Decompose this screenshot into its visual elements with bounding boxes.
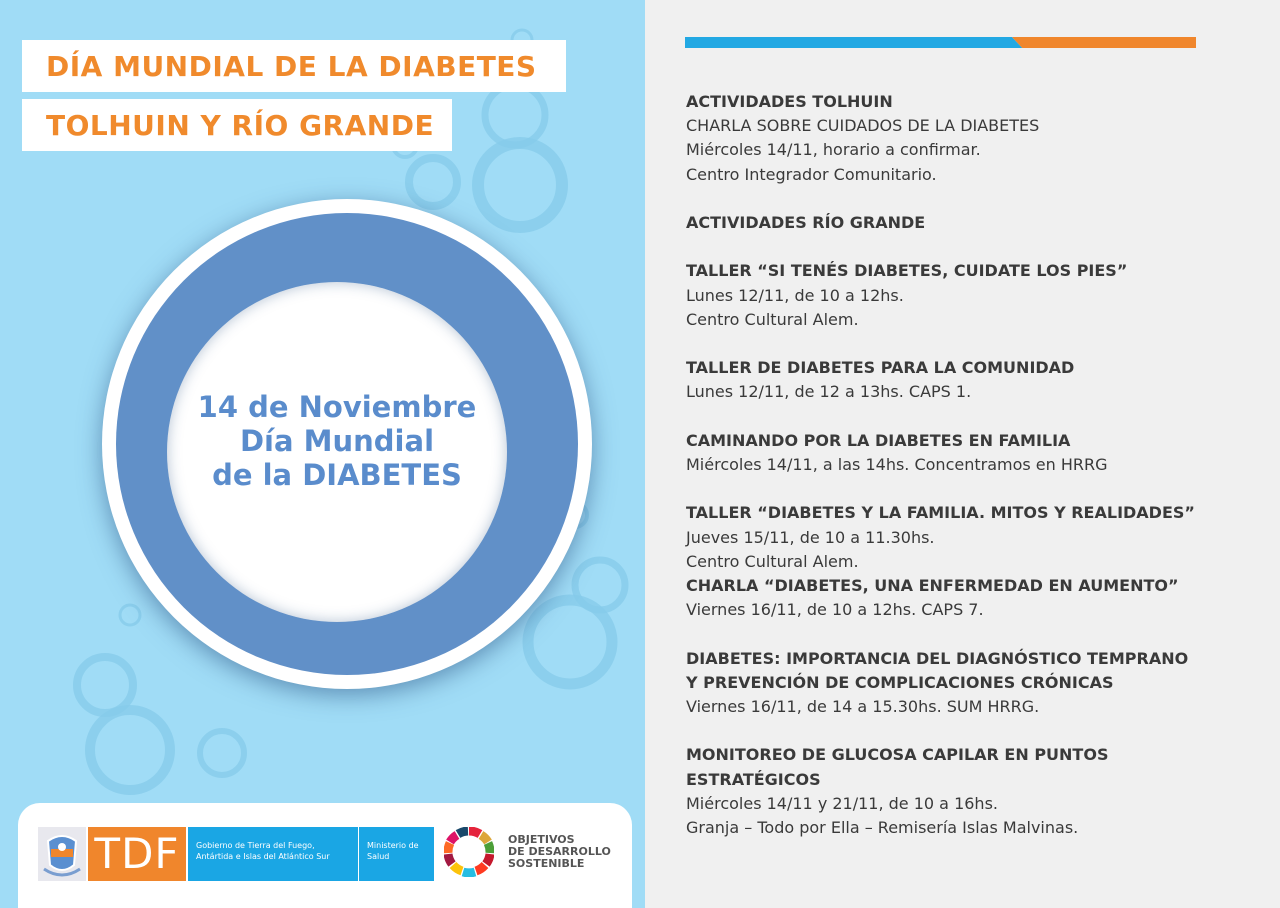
- event-detail: Viernes 16/11, de 10 a 12hs. CAPS 7.: [686, 600, 984, 620]
- sdg-line3: SOSTENIBLE: [508, 857, 585, 870]
- circle-text-date: 14 de Noviembre: [197, 390, 477, 424]
- tolhuin-section: [686, 90, 1266, 187]
- sdg-label: [508, 834, 611, 870]
- event-item: [686, 647, 1266, 720]
- tolhuin-line: Miércoles 14/11, horario a confirmar.: [686, 140, 981, 160]
- event-item: [686, 501, 1266, 574]
- event-detail: Jueves 15/11, de 10 a 11.30hs.: [686, 527, 935, 547]
- event-title: Y PREVENCIÓN DE COMPLICACIONES CRÓNICAS: [686, 672, 1114, 692]
- event-detail: Miércoles 14/11 y 21/11, de 10 a 16hs.: [686, 793, 998, 813]
- event-detail: Lunes 12/11, de 12 a 13hs. CAPS 1.: [686, 382, 972, 402]
- event-title: TALLER “DIABETES Y LA FAMILIA. MITOS Y REALIDADES”: [686, 503, 1195, 523]
- accent-bar: [685, 37, 1196, 48]
- date-circle: [102, 199, 592, 689]
- event-title: MONITOREO DE GLUCOSA CAPILAR EN PUNTOS: [686, 745, 1109, 765]
- activities-list: [686, 90, 1266, 840]
- government-label: [188, 827, 358, 881]
- activities-panel: [645, 0, 1280, 908]
- rio-grande-section-heading: [686, 211, 1266, 235]
- poster-title-line2: TOLHUIN Y RÍO GRANDE: [22, 99, 452, 151]
- event-title: CHARLA “DIABETES, UNA ENFERMEDAD EN AUMENTO”: [686, 575, 1179, 595]
- event-item: [686, 574, 1266, 622]
- ministry-label: [358, 827, 434, 881]
- event-detail: Centro Cultural Alem.: [686, 309, 859, 329]
- circle-center: [167, 282, 507, 622]
- government-line2: Antártida e Islas del Atlántico Sur: [196, 852, 330, 861]
- event-title: DIABETES: IMPORTANCIA DEL DIAGNÓSTICO TEMPRANO: [686, 648, 1189, 668]
- tolhuin-heading: ACTIVIDADES TOLHUIN: [686, 92, 893, 111]
- rio-grande-heading: ACTIVIDADES RÍO GRANDE: [686, 213, 926, 232]
- event-title: TALLER “SI TENÉS DIABETES, CUIDATE LOS PIES”: [686, 261, 1128, 281]
- event-title: ESTRATÉGICOS: [686, 769, 821, 789]
- event-item: [686, 356, 1266, 404]
- circle-text-day: Día Mundial: [239, 424, 435, 458]
- province-crest-icon: [38, 827, 86, 881]
- tolhuin-line: Centro Integrador Comunitario.: [686, 164, 937, 184]
- event-detail: Centro Cultural Alem.: [686, 551, 859, 571]
- ministry-line2: Salud: [367, 852, 390, 861]
- circle-text: [167, 390, 507, 492]
- event-detail: Viernes 16/11, de 14 a 15.30hs. SUM HRRG.: [686, 696, 1040, 716]
- event-title: CAMINANDO POR LA DIABETES EN FAMILIA: [686, 430, 1071, 450]
- government-line1: Gobierno de Tierra del Fuego,: [196, 841, 315, 850]
- event-detail: Lunes 12/11, de 10 a 12hs.: [686, 285, 904, 305]
- circle-text-diabetes: de la DIABETES: [212, 458, 462, 492]
- ministry-line1: Ministerio de: [367, 841, 419, 850]
- event-title: TALLER DE DIABETES PARA LA COMUNIDAD: [686, 358, 1075, 378]
- sdg-wheel-icon: [444, 827, 494, 877]
- event-item: [686, 259, 1266, 332]
- tolhuin-line: CHARLA SOBRE CUIDADOS DE LA DIABETES: [686, 116, 1040, 136]
- event-item: [686, 429, 1266, 477]
- tdf-logo: TDF: [88, 827, 186, 881]
- event-detail: Granja – Todo por Ella – Remisería Islas Malvinas.: [686, 817, 1079, 837]
- sdg-line2: DE DESARROLLO: [508, 845, 611, 858]
- sdg-line1: OBJETIVOS: [508, 833, 575, 846]
- event-item: [686, 743, 1266, 840]
- logo-footer: [18, 803, 632, 908]
- event-detail: Miércoles 14/11, a las 14hs. Concentramos en HRRG: [686, 454, 1108, 474]
- poster-title-line1: DÍA MUNDIAL DE LA DIABETES: [22, 40, 566, 92]
